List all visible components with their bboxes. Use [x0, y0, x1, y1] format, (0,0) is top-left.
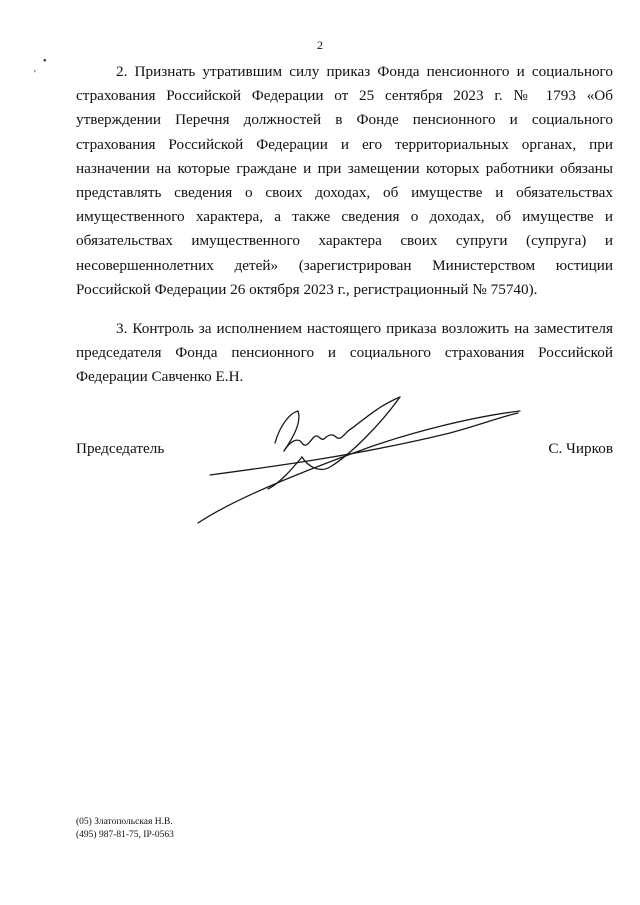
paragraph-3: 3. Контроль за исполнением настоящего приказа возложить на заместителя председателя Фонда пенсионного и социального страхования Российской Федерации Савченко Е.Н.: [76, 320, 613, 386]
signer-title: Председатель: [76, 440, 165, 457]
signer-name: С. Чирков: [548, 440, 613, 457]
margin-mark: •: [43, 56, 47, 67]
executor-name: (05) Златопольская Н.В.: [76, 817, 173, 827]
paragraph-2: 2. Признать утратившим силу приказ Фонда пенсионного и социального страхования Российской Федерации от 25 сентября 2023 г. № 1793 «Об утверждении Перечня должностей в Фонде пенсионного и социального страхования Российской Федерации и его территориальных органах, при назначении на которые граждане и при замещении которых работники обязаны представлять сведения о своих доходах, об имуществе и обязательствах имущественного характера, а также сведения о доходах, об имуществе и обязательствах имущественного характера своих супруги (супруга) и несовершеннолетних детей» (зарегистрирован Министерством юстиции Российской Федерации 26 октября 2023 г., регистрационный № 75740).: [76, 63, 613, 298]
page-number: 2: [317, 38, 323, 52]
executor-phone: (495) 987-81-75, IP-0563: [76, 830, 174, 840]
handwritten-signature: [180, 395, 540, 535]
margin-mark: ': [34, 69, 36, 80]
executor-footer: [76, 816, 174, 842]
